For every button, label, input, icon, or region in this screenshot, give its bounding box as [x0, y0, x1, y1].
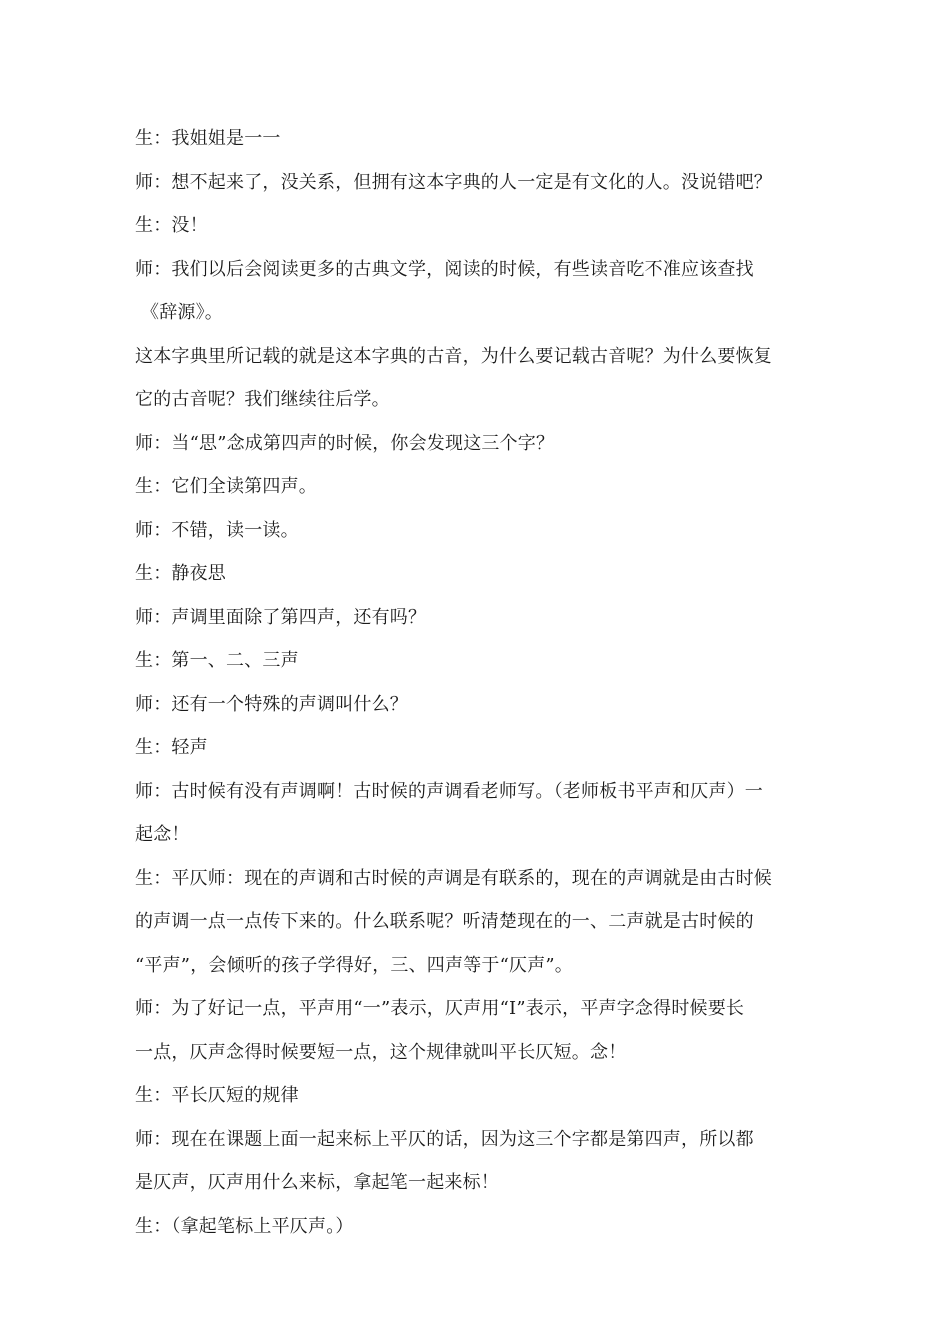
transcript-line: 生：没！	[135, 215, 208, 236]
transcript-line: 生：（拿起笔标上平仄声。）	[135, 1215, 354, 1237]
transcript-line: 师：还有一个特殊的声调叫什么？	[135, 693, 408, 715]
transcript-line: 这本字典里所记载的就是这本字典的古音，为什么要记载古音呢？为什么要恢复	[135, 345, 772, 367]
transcript-line: 师：想不起来了，没关系，但拥有这本字典的人一定是有文化的人。没说错吧？	[135, 171, 772, 193]
transcript-line: 师：声调里面除了第四声，还有吗？	[135, 606, 427, 628]
transcript-line: 《辞源》。	[141, 302, 223, 323]
transcript-line: 生：轻声	[135, 737, 208, 758]
transcript-line: 起念！	[135, 824, 190, 845]
transcript-line: 师：我们以后会阅读更多的古典文学，阅读的时候，有些读音吃不准应该查找	[135, 258, 754, 280]
transcript-line: 的声调一点一点传下来的。什么联系呢？听清楚现在的一、二声就是古时候的	[135, 911, 754, 932]
transcript-body	[135, 117, 825, 1248]
transcript-line: 一点，仄声念得时候要短一点，这个规律就叫平长仄短。念！	[135, 1041, 627, 1063]
transcript-line: “平声”，会倾听的孩子学得好，三、四声等于“仄声”。	[135, 954, 574, 976]
transcript-line: 生：第一、二、三声	[135, 650, 299, 671]
transcript-line: 是仄声，仄声用什么来标，拿起笔一起来标！	[135, 1172, 499, 1193]
transcript-line: 师：古时候有没有声调啊！古时候的声调看老师写。（老师板书平声和仄声）一	[135, 780, 763, 802]
transcript-line: 生：平仄师：现在的声调和古时候的声调是有联系的，现在的声调就是由古时候	[135, 867, 772, 889]
transcript-line: 生：我姐姐是一一	[135, 128, 281, 149]
transcript-line: 师：当“思”念成第四声的时候，你会发现这三个字？	[135, 432, 555, 454]
transcript-line: 它的古音呢？我们继续往后学。	[135, 389, 390, 410]
transcript-line: 生：平长仄短的规律	[135, 1085, 299, 1106]
transcript-line: 师：现在在课题上面一起来标上平仄的话，因为这三个字都是第四声，所以都	[135, 1128, 754, 1150]
transcript-line: 生：它们全读第四声。	[135, 476, 317, 497]
transcript-line: 师：不错，读一读。	[135, 519, 299, 541]
transcript-line: 师：为了好记一点，平声用“一”表示，仄声用“I”表示，平声字念得时候要长	[135, 998, 745, 1019]
transcript-line: 生：静夜思	[135, 563, 226, 584]
